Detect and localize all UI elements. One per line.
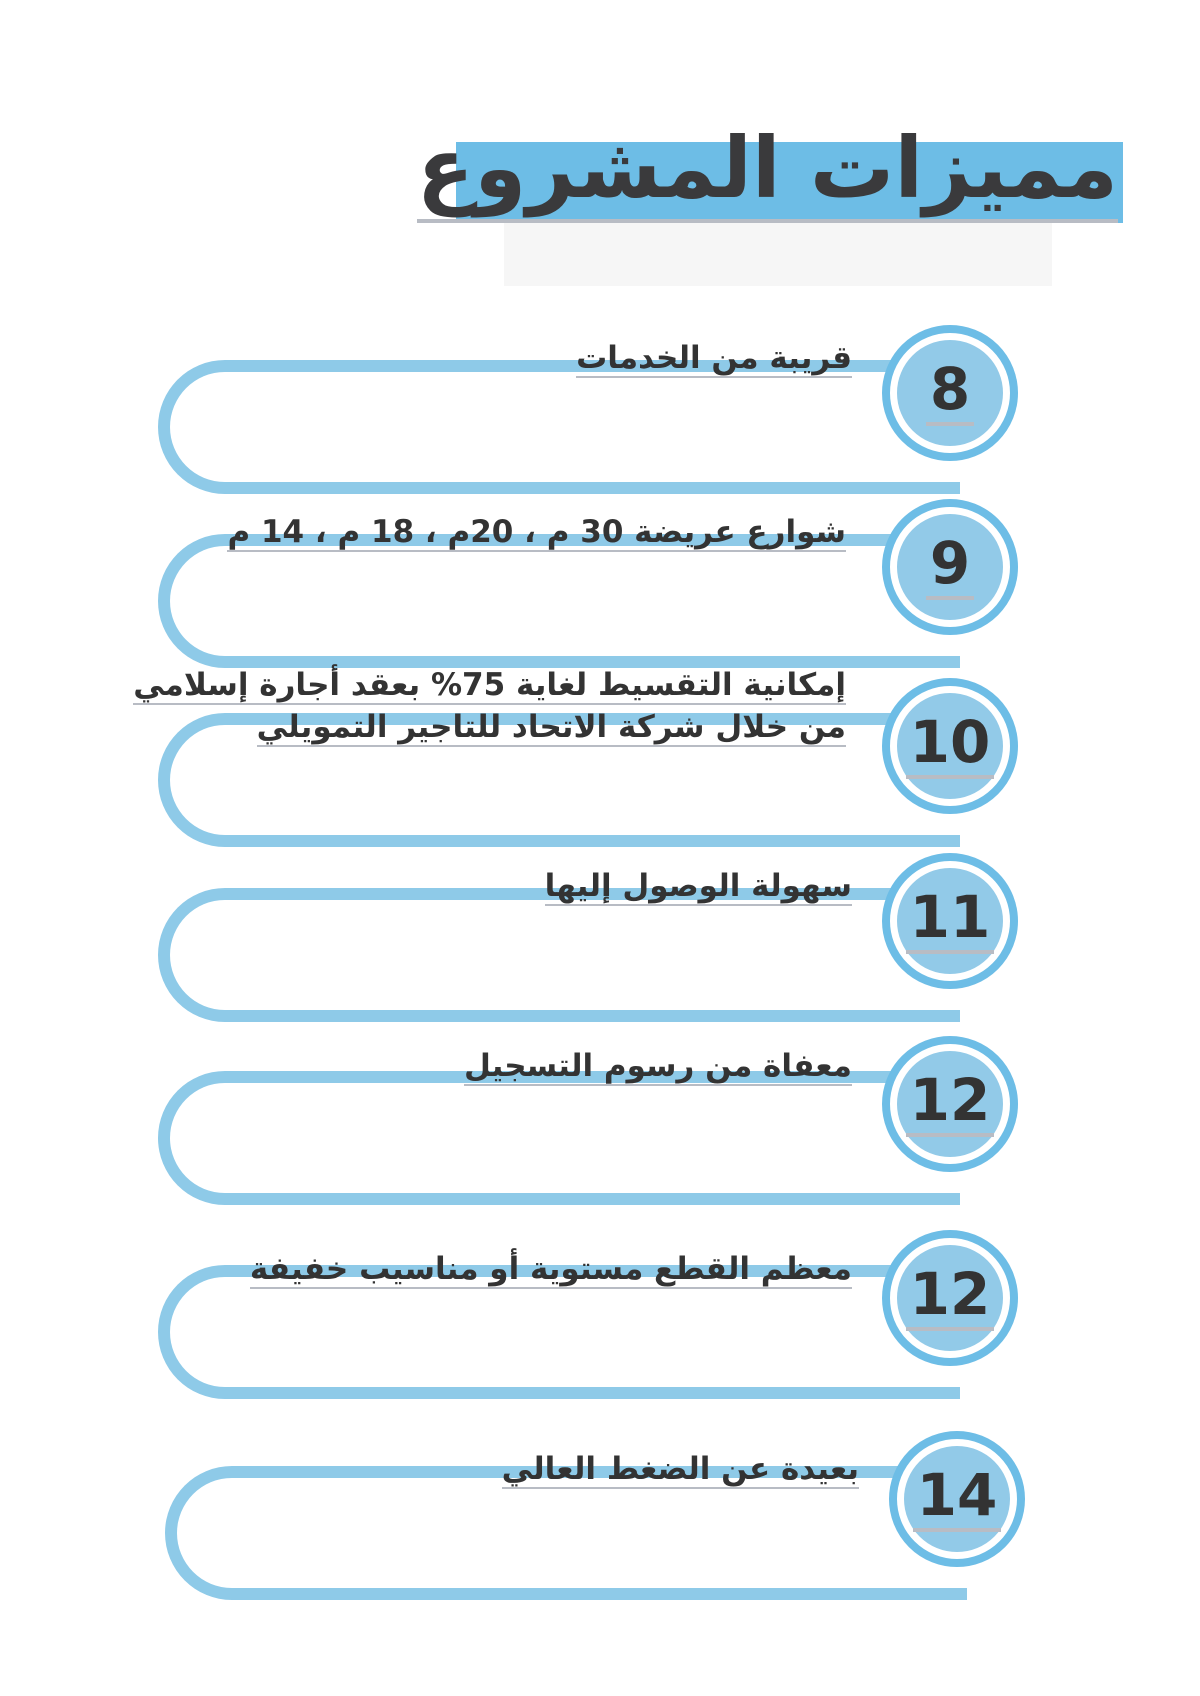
feature-number: 12 xyxy=(906,1071,995,1137)
feature-item xyxy=(7,1451,1200,1606)
feature-frame xyxy=(158,1071,960,1205)
feature-text: معظم القطع مستوية أو مناسيب خفيفة xyxy=(249,1251,852,1287)
feature-text: معفاة من رسوم التسجيل xyxy=(463,1048,852,1084)
number-badge xyxy=(882,1230,1018,1366)
number-badge xyxy=(889,1431,1025,1567)
feature-number: 11 xyxy=(906,888,995,954)
feature-text: قريبة من الخدمات xyxy=(576,340,852,376)
feature-item xyxy=(0,667,1200,853)
feature-text: إمكانية التقسيط لغاية 75% بعقد أجارة إسلامي من خلال شركة الاتحاد للتاجير التمويلي xyxy=(133,667,846,745)
feature-number: 9 xyxy=(926,534,974,600)
feature-text: شوارع عريضة 30 م ، 20م ، 18 م ، 14 م xyxy=(227,514,846,550)
feature-frame xyxy=(158,360,960,494)
page-title: مميزات المشروع xyxy=(417,118,1118,223)
number-badge xyxy=(882,1036,1018,1172)
number-badge xyxy=(882,499,1018,635)
feature-item xyxy=(0,868,1200,1028)
number-badge xyxy=(882,325,1018,461)
feature-item xyxy=(0,340,1200,500)
feature-number: 8 xyxy=(926,360,974,426)
feature-number: 12 xyxy=(906,1265,995,1331)
number-badge xyxy=(882,678,1018,814)
feature-item xyxy=(0,514,1200,674)
feature-number: 14 xyxy=(913,1466,1002,1532)
feature-text: بعيدة عن الضغط العالي xyxy=(501,1451,859,1487)
number-badge xyxy=(882,853,1018,989)
feature-item xyxy=(0,1048,1200,1211)
feature-frame xyxy=(158,534,960,668)
title-shadow xyxy=(504,223,1052,286)
feature-frame xyxy=(158,888,960,1022)
feature-item xyxy=(0,1251,1200,1405)
feature-text: سهولة الوصول إليها xyxy=(544,868,852,904)
feature-number: 10 xyxy=(906,713,995,779)
